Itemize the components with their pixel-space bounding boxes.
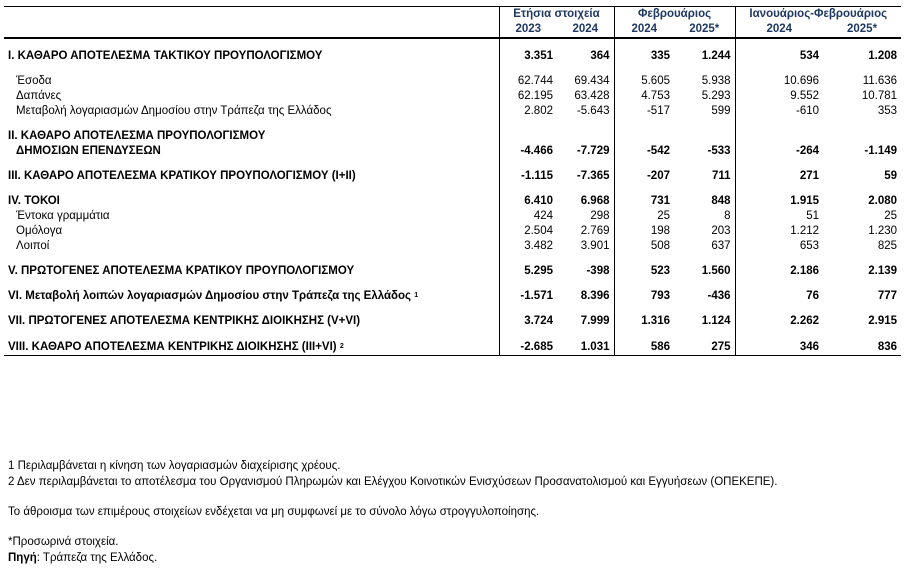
header-year: 2023	[499, 22, 557, 38]
header-blank	[4, 7, 499, 23]
cell-value: 599	[711, 105, 731, 117]
cell-value: 5.938	[701, 75, 731, 87]
cell-value: 275	[674, 339, 735, 356]
row-label: III. ΚΑΘΑΡΟ ΑΠΟΤΕΛΕΣΜΑ ΚΡΑΤΙΚΟΥ ΠΡΟΥΠΟΛΟΓΙΣΜΟΥ (I+II)	[8, 170, 356, 182]
source-label: Πηγή	[8, 552, 37, 564]
cell-value: 1.915	[735, 194, 823, 209]
row-label-text: VIII. ΚΑΘΑΡΟ ΑΠΟΤΕΛΕΣΜΑ ΚΕΝΤΡΙΚΗΣ ΔΙΟΙΚΗΣΗΣ (III+VI)	[8, 340, 337, 353]
cell-value: 777	[877, 290, 898, 302]
cell-value: 25	[614, 209, 674, 224]
table-row	[4, 264, 901, 279]
cell-value: 523	[614, 264, 674, 279]
cell-value: 10.696	[735, 74, 823, 89]
source-note	[8, 550, 777, 566]
cell-value: 5.293	[701, 90, 731, 102]
cell-value: 11.636	[862, 75, 898, 87]
cell-value: 335	[614, 49, 674, 64]
cell-value: -517	[614, 104, 674, 119]
cell-value: 3.724	[499, 314, 557, 329]
row-label: Δαπάνες	[16, 90, 62, 102]
cell-value: 1.212	[735, 224, 823, 239]
cell-value: 2.080	[868, 195, 898, 207]
cell-value: 2.915	[868, 315, 898, 327]
cell-value: 59	[884, 170, 898, 182]
table-row	[4, 169, 901, 184]
footnote-ref: 1	[414, 292, 419, 299]
cell-value: 793	[614, 289, 674, 304]
row-label: Ομόλογα	[16, 225, 63, 237]
cell-value: -2.685	[499, 339, 557, 356]
row-label: Μεταβολή λογαριασμών Δημοσίου στην Τράπεζα της Ελλάδος	[16, 105, 332, 117]
cell-value: 346	[735, 339, 823, 356]
table-row	[4, 144, 901, 159]
table-row	[4, 209, 901, 224]
cell-value: 203	[711, 225, 731, 237]
cell-value: 5.295	[499, 264, 557, 279]
header-year: 2025*	[674, 22, 735, 38]
cell-value: 2.769	[580, 225, 610, 237]
cell-value: -1.571	[499, 289, 557, 304]
cell-value: 364	[590, 50, 610, 62]
cell-value: -533	[707, 145, 731, 157]
header-year-row	[4, 22, 901, 38]
cell-value: 6.968	[580, 195, 610, 207]
cell-value: 1.031	[557, 339, 614, 356]
header-february: Φεβρουάριος	[614, 7, 735, 23]
cell-value: 3.482	[499, 239, 557, 254]
cell-value: 2.186	[735, 264, 823, 279]
row-label	[4, 289, 499, 304]
row-label-continued: ΔΗΜΟΣΙΩΝ ΕΠΕΝΔΥΣΕΩΝ	[16, 145, 161, 157]
cell-value: -7.729	[576, 145, 610, 157]
cell-value: 6.410	[499, 194, 557, 209]
cell-value: 848	[711, 195, 731, 207]
header-blank	[4, 22, 499, 38]
cell-value: 10.781	[861, 90, 898, 102]
header-jan-feb: Ιανουάριος-Φεβρουάριος	[735, 7, 901, 23]
header-annual: Ετήσια στοιχεία	[499, 7, 614, 23]
cell-value: 586	[614, 339, 674, 356]
row-label: VII. ΠΡΩΤΟΓΕΝΕΣ ΑΠΟΤΕΛΕΣΜΑ ΚΕΝΤΡΙΚΗΣ ΔΙΟΙΚΗΣΗΣ (V+VI)	[8, 315, 361, 327]
cell-value: 508	[614, 239, 674, 254]
row-label: Έντοκα γραμμάτια	[16, 210, 110, 222]
row-label: Έσοδα	[16, 75, 52, 87]
cell-value: -207	[614, 169, 674, 184]
table-row	[4, 129, 901, 144]
table-row	[4, 339, 901, 356]
cell-value: 69.434	[574, 75, 610, 87]
table-row	[4, 49, 901, 64]
cell-value: 25	[884, 210, 898, 222]
cell-value: 4.753	[614, 89, 674, 104]
cell-value: 5.605	[614, 74, 674, 89]
cell-value: -7.365	[576, 170, 610, 182]
cell-value: 653	[735, 239, 823, 254]
cell-value: -1.149	[864, 145, 898, 157]
rounding-note: Το άθροισμα των επιμέρους στοιχείων ενδέχεται να μη συμφωνεί με το σύνολο λόγω στρογγυλοποίησης.	[8, 506, 540, 518]
cell-value: 62.195	[499, 89, 557, 104]
cell-value: 825	[877, 240, 898, 252]
table-row	[4, 224, 901, 239]
cell-value: 3.351	[499, 49, 557, 64]
cell-value: 2.802	[499, 104, 557, 119]
cell-value: 1.230	[868, 225, 898, 237]
row-label: Λοιποί	[16, 240, 50, 252]
footnote-2: 2 Δεν περιλαμβάνεται το αποτέλεσμα του Οργανισμού Πληρωμών και Ελέγχου Κοινοτικών Ενισχύσεων Προσανατολισμού και Εγγυήσεων (ΟΠΕΚΕΠΕ).	[8, 476, 778, 488]
table-row	[4, 74, 901, 89]
header-group-row	[4, 7, 901, 23]
cell-value: 271	[735, 169, 823, 184]
header-year: 2024	[557, 22, 614, 38]
cell-value: 2.139	[868, 265, 898, 277]
table-row	[4, 314, 901, 329]
cell-value: 534	[735, 49, 823, 64]
table-row	[4, 289, 901, 304]
cell-value: 1.208	[868, 50, 898, 62]
footnotes	[8, 458, 777, 566]
cell-value: -610	[735, 104, 823, 119]
cell-value: 1.560	[701, 265, 731, 277]
row-label: IV. ΤΟΚΟΙ	[8, 195, 60, 207]
footnote-ref: 2	[339, 342, 344, 350]
cell-value: 836	[823, 339, 901, 356]
cell-value: -436	[707, 290, 731, 302]
cell-value: 9.552	[735, 89, 823, 104]
cell-value: 2.262	[735, 314, 823, 329]
cell-value: 76	[735, 289, 823, 304]
row-label-text: VI. Μεταβολή λοιπών λογαριασμών Δημοσίου στην Τράπεζα της Ελλάδος	[8, 290, 412, 302]
cell-value: 8	[724, 210, 731, 222]
cell-value: 637	[711, 240, 731, 252]
cell-value: 1.244	[701, 50, 731, 62]
cell-value: 731	[614, 194, 674, 209]
cell-value: 298	[590, 210, 610, 222]
cell-value: 424	[499, 209, 557, 224]
cell-value: 1.316	[614, 314, 674, 329]
footnote-1: 1 Περιλαμβάνεται η κίνηση των λογαριασμών διαχείρισης χρέους.	[8, 460, 341, 472]
cell-value: 63.428	[574, 90, 610, 102]
fiscal-results-table	[4, 6, 901, 356]
row-label: II. ΚΑΘΑΡΟ ΑΠΟΤΕΛΕΣΜΑ ΠΡΟΥΠΟΛΟΓΙΣΜΟΥ	[8, 130, 266, 142]
cell-value: -264	[735, 144, 823, 159]
cell-value: -542	[614, 144, 674, 159]
header-year: 2025*	[823, 22, 901, 38]
cell-value: 3.901	[580, 240, 610, 252]
header-year: 2024	[614, 22, 674, 38]
table-row	[4, 194, 901, 209]
cell-value: 353	[877, 105, 898, 117]
row-label: I. ΚΑΘΑΡΟ ΑΠΟΤΕΛΕΣΜΑ ΤΑΚΤΙΚΟΥ ΠΡΟΥΠΟΛΟΓΙΣΜΟΥ	[8, 50, 323, 62]
header-year: 2024	[735, 22, 823, 38]
table-row	[4, 239, 901, 254]
source-text: : Τράπεζα της Ελλάδος.	[36, 552, 158, 564]
cell-value: 8.396	[580, 290, 610, 302]
cell-value: -4.466	[499, 144, 557, 159]
cell-value: 1.124	[701, 315, 731, 327]
row-label: V. ΠΡΩΤΟΓΕΝΕΣ ΑΠΟΤΕΛΕΣΜΑ ΚΡΑΤΙΚΟΥ ΠΡΟΥΠΟΛΟΓΙΣΜΟΥ	[8, 265, 355, 277]
cell-value: 198	[614, 224, 674, 239]
table-row	[4, 104, 901, 119]
row-label	[4, 339, 499, 356]
cell-value: 2.504	[499, 224, 557, 239]
cell-value: 7.999	[580, 315, 610, 327]
cell-value: -1.115	[499, 169, 557, 184]
cell-value: 711	[711, 170, 731, 182]
cell-value: -5.643	[576, 105, 610, 117]
provisional-note: *Προσωρινά στοιχεία.	[8, 536, 119, 548]
table-row	[4, 89, 901, 104]
cell-value: 62.744	[499, 74, 557, 89]
cell-value: -398	[586, 265, 610, 277]
cell-value: 51	[735, 209, 823, 224]
